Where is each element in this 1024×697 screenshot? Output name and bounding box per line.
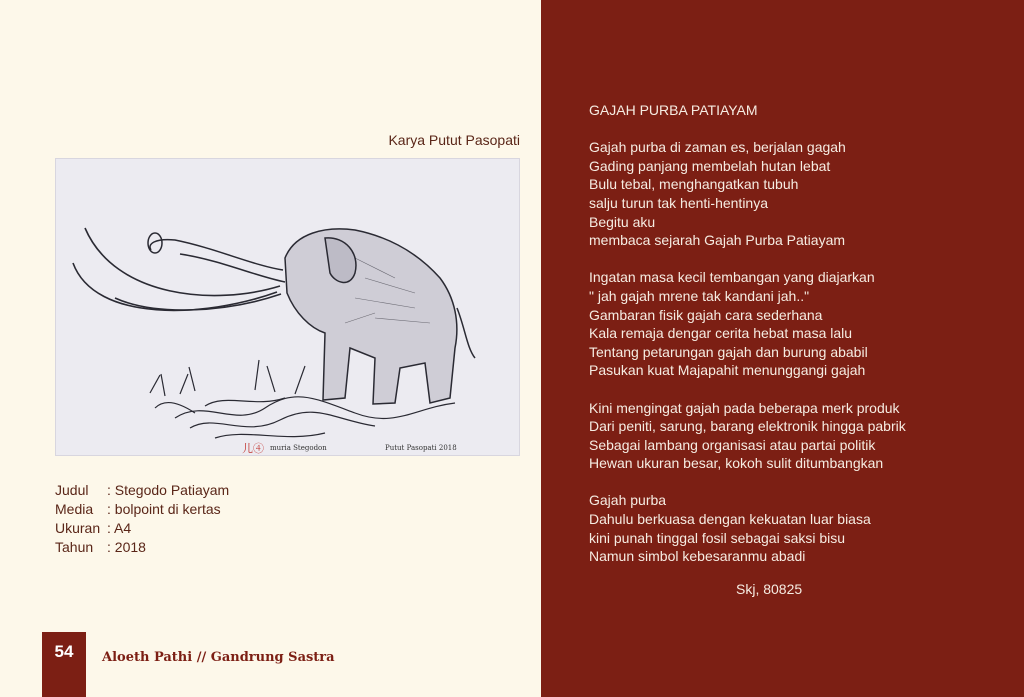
stanza-4 bbox=[589, 491, 989, 565]
poem-line: Ingatan masa kecil tembangan yang diajarkan bbox=[589, 269, 875, 286]
roots-drawing bbox=[150, 360, 455, 438]
poem-line: Hewan ukuran besar, kokoh sulit ditumbangkan bbox=[589, 455, 884, 472]
poem-title: GAJAH PURBA PATIAYAM bbox=[589, 102, 758, 118]
detail-row-tahun bbox=[55, 538, 229, 557]
poem-line: salju turun tak henti-hentinya bbox=[589, 194, 768, 211]
artwork-details bbox=[55, 481, 229, 557]
poem-line: Dahulu berkuasa dengan kekuatan luar biasa bbox=[589, 511, 871, 528]
poem-line: membaca sejarah Gajah Purba Patiayam bbox=[589, 232, 846, 249]
artwork-stamp: 儿④ bbox=[242, 442, 264, 455]
poem-line: " jah gajah mrene tak kandani jah.." bbox=[589, 287, 810, 304]
trunk-drawing bbox=[148, 233, 285, 282]
stanza-1 bbox=[589, 138, 989, 250]
running-title: Aloeth Pathi // Gandrung Sastra bbox=[102, 650, 335, 665]
poem-line: Tentang petarungan gajah dan burung ababil bbox=[589, 343, 868, 360]
poem-line: Gajah purba bbox=[589, 492, 667, 509]
poem-line: Kini mengingat gajah pada beberapa merk produk bbox=[589, 399, 900, 416]
detail-row-ukuran bbox=[55, 519, 229, 538]
detail-key: Tahun bbox=[55, 539, 94, 555]
stanza-2 bbox=[589, 268, 989, 380]
detail-value: : 2018 bbox=[107, 539, 146, 555]
artist-credit: Karya Putut Pasopati bbox=[388, 132, 520, 148]
poem-line: Kala remaja dengar cerita hebat masa lalu bbox=[589, 325, 853, 342]
detail-value: : bolpoint di kertas bbox=[107, 501, 221, 517]
detail-value: : A4 bbox=[107, 520, 132, 536]
poem-line: Gambaran fisik gajah cara sederhana bbox=[589, 306, 823, 323]
page-number: 54 bbox=[42, 632, 86, 697]
poem-line: Pasukan kuat Majapahit menunggangi gajah bbox=[589, 362, 866, 379]
detail-key: Ukuran bbox=[55, 520, 101, 536]
poem-line: Dari peniti, sarung, barang elektronik hingga pabrik bbox=[589, 418, 906, 435]
poem-line: Gajah purba di zaman es, berjalan gagah bbox=[589, 139, 846, 156]
poem-line: Begitu aku bbox=[589, 213, 656, 230]
poem-line: Namun simbol kebesaranmu abadi bbox=[589, 548, 806, 565]
detail-row-media bbox=[55, 500, 229, 519]
poem-line: kini punah tinggal fosil sebagai saksi bisu bbox=[589, 529, 846, 546]
elephant-body-drawing bbox=[285, 229, 475, 404]
detail-key: Media bbox=[55, 501, 94, 517]
detail-value: : Stegodo Patiayam bbox=[107, 482, 230, 498]
poem-line: Bulu tebal, menghangatkan tubuh bbox=[589, 176, 799, 193]
poem-line: Gading panjang membelah hutan lebat bbox=[589, 157, 831, 174]
poem-line: Sebagai lambang organisasi atau partai politik bbox=[589, 436, 876, 453]
detail-row-judul bbox=[55, 481, 229, 500]
detail-key: Judul bbox=[55, 482, 89, 498]
artwork-image bbox=[55, 158, 520, 456]
stanza-3 bbox=[589, 399, 989, 473]
artwork-signature: Putut Pasopati 2018 bbox=[385, 444, 457, 452]
poem bbox=[589, 101, 989, 584]
artwork-inscription: muria Stegodon bbox=[270, 444, 327, 452]
poem-signature: Skj, 80825 bbox=[736, 581, 803, 597]
